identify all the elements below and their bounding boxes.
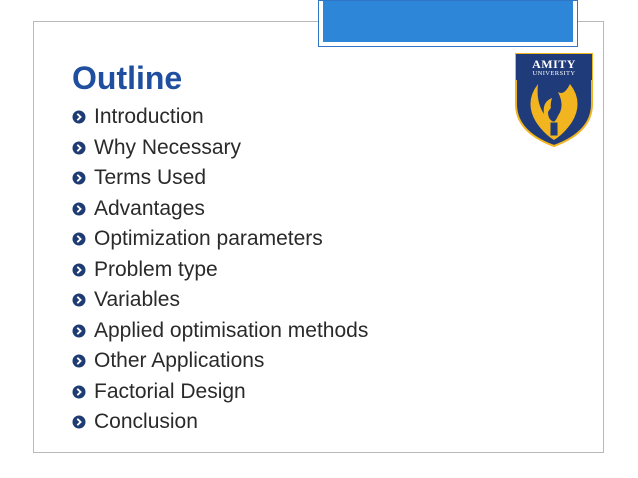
outline-item-label: Optimization parameters	[94, 227, 323, 251]
circled-chevron-right-icon	[72, 263, 86, 277]
circled-chevron-right-icon	[72, 415, 86, 429]
logo-wordmark: AMITY	[532, 57, 576, 71]
circled-chevron-right-icon	[72, 385, 86, 399]
amity-university-logo	[514, 52, 594, 148]
outline-item-label: Conclusion	[94, 410, 198, 434]
circled-chevron-right-icon	[72, 171, 86, 185]
outline-item	[72, 133, 368, 164]
slide-title: Outline	[72, 60, 183, 96]
outline-item-label: Other Applications	[94, 349, 265, 373]
outline-item	[72, 194, 368, 225]
outline-item-label: Why Necessary	[94, 135, 242, 159]
outline-list	[72, 102, 368, 438]
outline-item-label: Terms Used	[94, 166, 207, 190]
outline-item	[72, 346, 368, 377]
outline-item-label: Introduction	[94, 105, 204, 129]
outline-item	[72, 377, 368, 408]
outline-item	[72, 285, 368, 316]
circled-chevron-right-icon	[72, 354, 86, 368]
circled-chevron-right-icon	[72, 293, 86, 307]
outline-item	[72, 102, 368, 133]
outline-item-label: Factorial Design	[94, 379, 246, 403]
header-accent-bar	[318, 0, 578, 47]
outline-item	[72, 316, 368, 347]
outline-item	[72, 163, 368, 194]
outline-item-label: Problem type	[94, 257, 218, 281]
circled-chevron-right-icon	[72, 202, 86, 216]
circled-chevron-right-icon	[72, 110, 86, 124]
outline-item-label: Applied optimisation methods	[94, 318, 369, 342]
outline-item	[72, 407, 368, 438]
circled-chevron-right-icon	[72, 324, 86, 338]
outline-item-label: Variables	[94, 288, 180, 312]
logo-subtitle: UNIVERSITY	[532, 70, 576, 77]
outline-item	[72, 224, 368, 255]
outline-item-label: Advantages	[94, 196, 205, 220]
circled-chevron-right-icon	[72, 232, 86, 246]
outline-item	[72, 255, 368, 286]
header-accent-fill	[323, 1, 573, 42]
circled-chevron-right-icon	[72, 141, 86, 155]
